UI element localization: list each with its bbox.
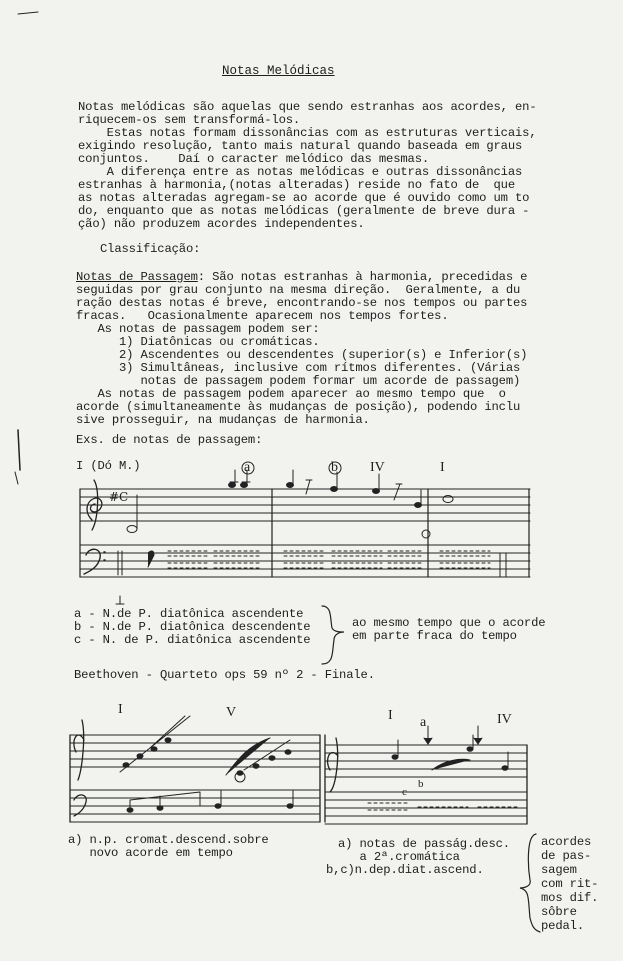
side-note: pedal. — [541, 919, 584, 933]
treble-clef — [328, 738, 338, 792]
mark-iv: IV — [497, 712, 512, 727]
mark-i: I — [118, 702, 123, 717]
side-note: de pas- — [541, 849, 592, 863]
passagem-line: notas de passagem podem formar um acorde de passagem) — [76, 374, 521, 388]
passagem-line: As notas de passagem podem ser: — [76, 322, 320, 336]
passagem-line: fracas. Ocasionalmente aparecem nos tempos fortes. — [76, 309, 449, 323]
page-title: Notas Melódicas — [222, 64, 335, 78]
paragraph-line: ção) não produzem acordes independentes. — [78, 217, 365, 231]
mark-a: a — [244, 460, 251, 475]
side-note: com rit- — [541, 877, 599, 891]
passagem-line: acorde (simultaneamente às mudanças de posição), podendo inclu — [76, 400, 521, 414]
mark-b: b — [418, 778, 424, 790]
mark-iv: IV — [370, 460, 385, 475]
side-note: sagem — [541, 863, 577, 877]
side-note: acordes — [541, 835, 592, 849]
source-citation: Beethoven - Quarteto ops 59 nº 2 - Finale. — [74, 668, 375, 682]
mark-i: I — [440, 460, 445, 475]
passagem-line: 2) Ascendentes ou descendentes (superior(s) e Inferior(s) — [76, 348, 528, 362]
caption-right: a 2ª.cromática — [338, 850, 460, 864]
mark-c: c — [402, 786, 407, 798]
key-label: I (Dó M.) — [76, 459, 141, 473]
circle-mark — [329, 462, 341, 474]
caption-left: novo acorde em tempo — [68, 846, 233, 860]
circle-mark — [242, 462, 254, 474]
legend-line: a - N.de P. diatônica ascendente — [74, 607, 304, 621]
paragraph-line: conjuntos. Daí o caracter melódico das mesmas. — [78, 152, 430, 166]
margin-mark — [18, 12, 38, 14]
paragraph-line: estranhas à harmonia,(notas alteradas) reside no fato de que — [78, 178, 515, 192]
paragraph-line: do, enquanto que as notas melódicas (geralmente de breve dura - — [78, 204, 530, 218]
paragraph-line: Notas melódicas são aquelas que sendo estranhas aos acordes, en- — [78, 100, 537, 114]
passagem-heading: Notas de Passagem — [76, 270, 198, 284]
examples-heading: Exs. de notas de passagem: — [76, 433, 263, 447]
side-brace — [520, 834, 540, 932]
margin-mark — [18, 430, 20, 470]
staff-bass-1 — [80, 545, 530, 577]
brace-note: ao mesmo tempo que o acorde — [352, 616, 546, 630]
mark-a: a — [420, 715, 427, 730]
treble-clef — [74, 720, 84, 780]
passagem-line: sive prosseguir, na mudanças de harmonia. — [76, 413, 370, 427]
staff-treble-1 — [80, 489, 530, 577]
section-heading: Classificação: — [100, 242, 201, 256]
time-signature: #C — [109, 490, 129, 504]
mark-v: V — [226, 705, 237, 720]
passagem-line: seguidas por grau conjunto na mesma direção. Geralmente, a du — [76, 283, 521, 297]
caption-left: a) n.p. cromat.descend.sobre — [68, 833, 269, 847]
mark-i: I — [388, 708, 393, 723]
passagem-line: As notas de passagem podem aparecer ao mesmo tempo que o — [76, 387, 506, 401]
caption-right: b,c)n.dep.diat.ascend. — [326, 863, 484, 877]
passagem-line: 3) Simultâneas, inclusive com rítmos diferentes. (Várias — [76, 361, 521, 375]
mark-b: b — [331, 460, 338, 475]
legend-line: c - N. de P. diatônica ascendente — [74, 633, 311, 647]
brace-note: em parte fraca do tempo — [352, 629, 517, 643]
paragraph-line: as notas alteradas agregam-se ao acorde que é ouvido como um to — [78, 191, 530, 205]
side-note: mos dif. — [541, 891, 599, 905]
passagem-line: ração destas notas é breve, encontrando-se nos tempos ou partes — [76, 296, 528, 310]
staff-treble-3 — [325, 745, 527, 824]
passagem-line: 1) Diatônicas ou cromáticas. — [76, 335, 320, 349]
caption-right: a) notas de passág.desc. — [338, 837, 510, 851]
staff-treble-2 — [70, 735, 325, 822]
side-note: sôbre — [541, 905, 577, 919]
paragraph-line: Estas notas formam dissonâncias com as estruturas verticais, — [78, 126, 537, 140]
margin-mark — [15, 472, 18, 484]
legend-line: b - N.de P. diatônica descendente — [74, 620, 311, 634]
paragraph-line: A diferença entre as notas melódicas e outras dissonâncias — [78, 165, 523, 179]
legend-brace — [322, 606, 344, 664]
paragraph-line: exigindo resolução, tanto mais natural quando baseada em graus — [78, 139, 523, 153]
notes-treble-1 — [127, 470, 453, 538]
paragraph-line: riquecem-os sem transformá-los. — [78, 113, 301, 127]
passagem-line-1: Notas de Passagem: São notas estranhas à harmonia, precedidas e — [76, 270, 528, 284]
